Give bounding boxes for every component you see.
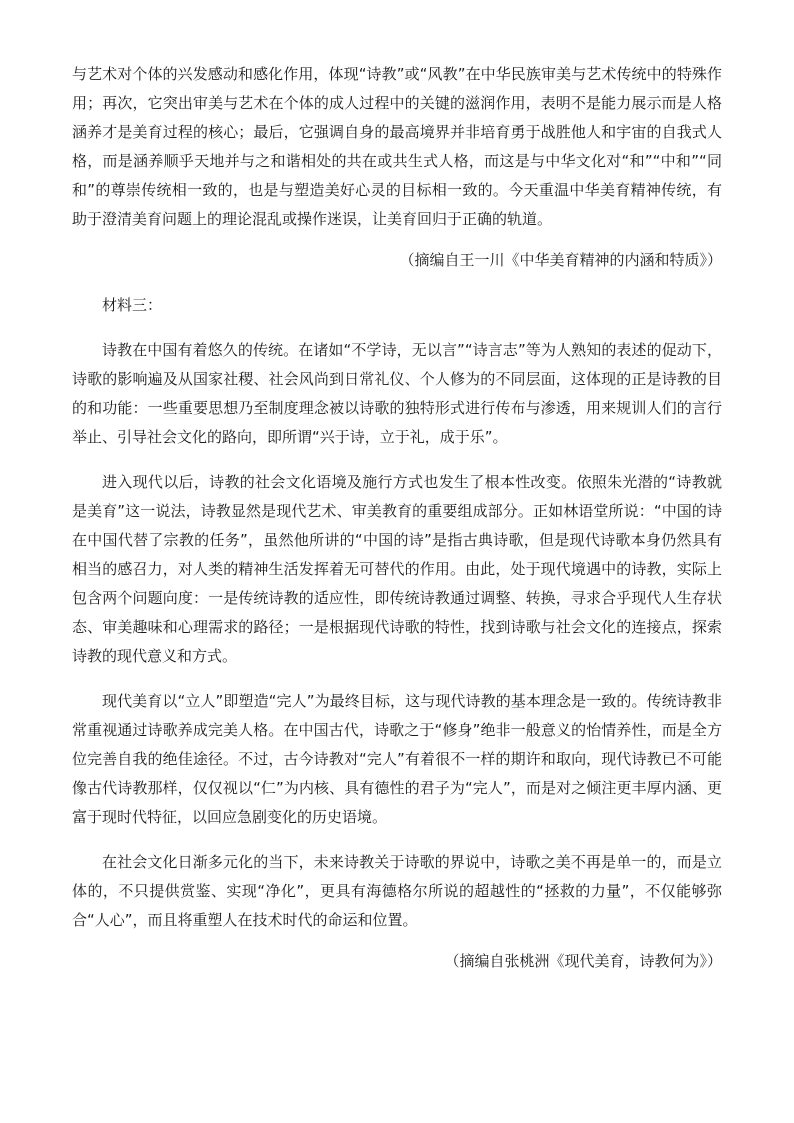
- source-citation-2: （摘编自张桃洲《现代美育，诗教何为》）: [444, 952, 722, 970]
- intro-paragraph: 与艺术对个体的兴发感动和感化作用，体现“诗教”或“风教”在中华民族审美与艺术传统中的特殊作用；再次，它突出审美与艺术在个体的成人过程中的关键的滋润作用，表明不是能力展示而是人格涵养才是美育过程的核心；最后，它强调自身的最高境界并非培育勇于战胜他人和宇宙的自我式人格，而是涵养顺乎天地并与之和谐相处的共在或共生式人格，而这是与中华文化对“和”“中和”“同和”的尊崇传统相一致的，也是与塑造美好心灵的目标相一致的。今天重温中华美育精神传统，有助于澄清美育问题上的理论混乱或操作迷误，让美育回归于正确的轨道。: [72, 65, 722, 228]
- material-3-heading: 材料三：: [102, 296, 163, 314]
- material-3-paragraph-2: 进入现代以后，诗教的社会文化语境及施行方式也发生了根本性改变。依照朱光潜的“诗教就是美育”这一说法，诗教显然是现代艺术、审美教育的重要组成部分。正如林语堂所说：“中国的诗在中国代替了宗教的任务”，虽然他所讲的“中国的诗”是指古典诗歌，但是现代诗歌本身仍然具有相当的感召力，对人类的精神生活发挥着无可替代的作用。由此，处于现代境遇中的诗教，实际上包含两个问题向度：一是传统诗教的适应性，即传统诗教通过调整、转换，寻求合乎现代人生存状态、审美趣味和心理需求的路径；一是根据现代诗歌的特性，找到诗歌与社会文化的连接点，探索诗教的现代意义和方式。: [72, 473, 722, 665]
- material-3-paragraph-4: 在社会文化日渐多元化的当下，未来诗教关于诗歌的界说中，诗歌之美不再是单一的，而是立体的，不只提供赏鉴、实现“净化”，更具有海德格尔所说的超越性的“拯救的力量”，不仅能够弥合“人心”，而且将重塑人在技术时代的命运和位置。: [72, 853, 722, 929]
- material-3-paragraph-3: 现代美育以“立人”即塑造“完人”为最终目标，这与现代诗教的基本理念是一致的。传统诗教非常重视通过诗歌养成完美人格。在中国古代，诗歌之于“修身”绝非一般意义的怡情养性，而是全方位完善自我的绝佳途径。不过，古今诗教对“完人”有着很不一样的期许和取向，现代诗教已不可能像古代诗教那样，仅仅视以“仁”为内核、具有德性的君子为“完人”，而是对之倾注更丰厚内涵、更富于现时代特征，以回应急剧变化的历史语境。: [72, 692, 722, 826]
- document-page: [72, 60, 722, 976]
- material-3-paragraph-1: 诗教在中国有着悠久的传统。在诸如“不学诗，无以言”“诗言志”等为人熟知的表述的促动下，诗歌的影响遍及从国家社稷、社会风尚到日常礼仪、个人修为的不同层面，这体现的正是诗教的目的和功能：一些重要思想乃至制度理念被以诗歌的独特形式进行传布与渗透，用来规训人们的言行举止、引导社会文化的路向，即所谓“兴于诗，立于礼，成于乐”。: [72, 341, 722, 446]
- source-citation-1: （摘编自王一川《中华美育精神的内涵和特质》）: [399, 251, 722, 269]
